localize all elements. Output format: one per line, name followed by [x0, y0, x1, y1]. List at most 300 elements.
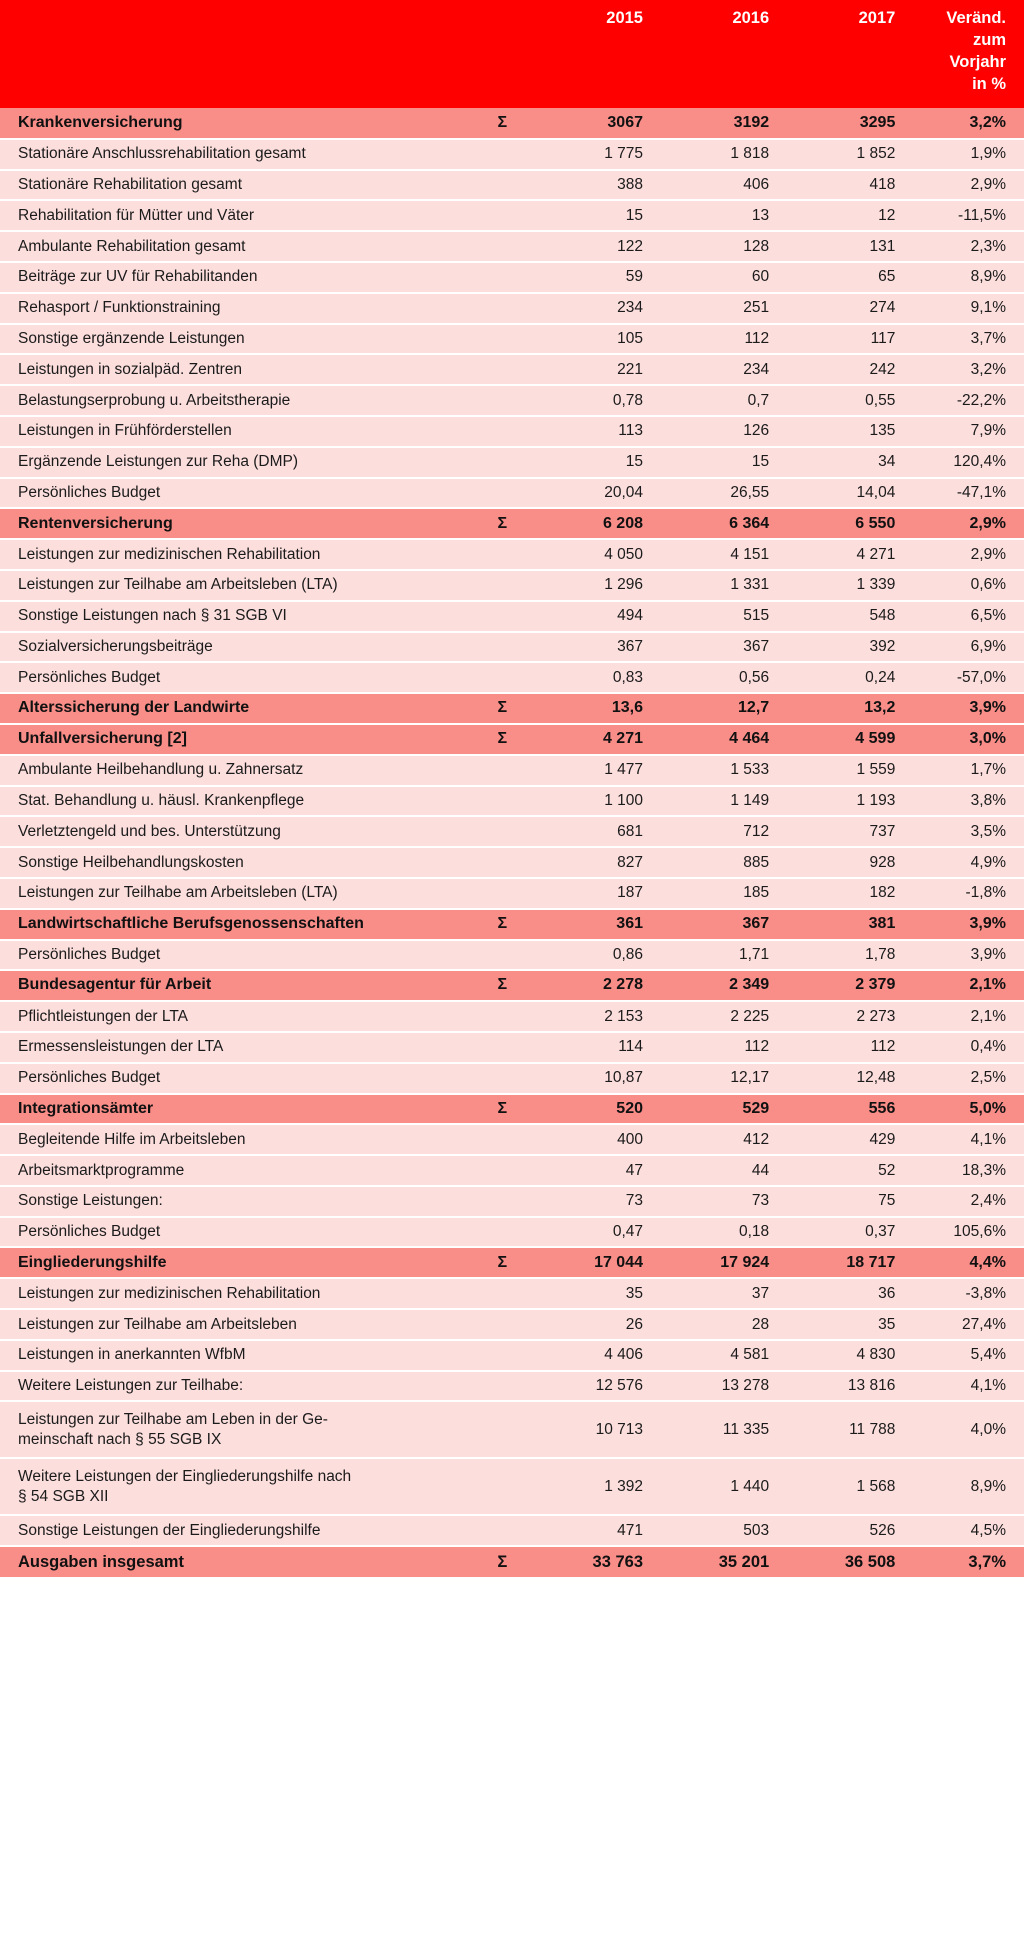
- row-sigma-empty: [478, 1278, 527, 1309]
- row-value-2015: 494: [527, 601, 643, 632]
- row-change-percent: 2,1%: [895, 1001, 1024, 1032]
- row-label: Stationäre Anschlussrehabilitation gesamt: [0, 139, 478, 170]
- row-label: Persönliches Budget: [0, 1063, 478, 1094]
- table-row: [0, 1186, 1024, 1217]
- table-row: [0, 570, 1024, 601]
- row-change-percent: 4,5%: [895, 1515, 1024, 1546]
- row-value-2015: 0,78: [527, 385, 643, 416]
- row-value-2015: 4 271: [527, 724, 643, 755]
- row-value-2017: 1 568: [769, 1458, 895, 1515]
- row-sigma-empty: [478, 324, 527, 355]
- row-value-2017: 548: [769, 601, 895, 632]
- row-label: Pflichtleistungen der LTA: [0, 1001, 478, 1032]
- row-value-2015: 47: [527, 1155, 643, 1186]
- row-change-percent: 3,9%: [895, 940, 1024, 971]
- row-value-2017: 526: [769, 1515, 895, 1546]
- header-label-column: [0, 0, 478, 108]
- row-label: Ambulante Heilbehandlung u. Zahnersatz: [0, 755, 478, 786]
- row-change-percent: 3,9%: [895, 693, 1024, 724]
- row-value-2016: 13 278: [643, 1371, 769, 1402]
- row-value-2016: 1 440: [643, 1458, 769, 1515]
- row-value-2017: 2 379: [769, 970, 895, 1001]
- row-value-2015: 3067: [527, 108, 643, 139]
- row-value-2015: 26: [527, 1309, 643, 1340]
- row-label: Rentenversicherung: [0, 508, 478, 539]
- row-label: Leistungen in anerkannten WfbM: [0, 1340, 478, 1371]
- row-value-2015: 6 208: [527, 508, 643, 539]
- row-value-2016: 13: [643, 200, 769, 231]
- row-value-2017: 1,78: [769, 940, 895, 971]
- row-value-2015: 1 477: [527, 755, 643, 786]
- row-label: Rehabilitation für Mütter und Väter: [0, 200, 478, 231]
- row-sigma-empty: [478, 139, 527, 170]
- row-value-2017: 0,37: [769, 1217, 895, 1248]
- row-value-2017: 6 550: [769, 508, 895, 539]
- row-sigma-empty: [478, 1217, 527, 1248]
- row-value-2017: 13 816: [769, 1371, 895, 1402]
- row-label: Bundesagentur für Arbeit: [0, 970, 478, 1001]
- row-value-2016: 234: [643, 354, 769, 385]
- row-change-percent: 9,1%: [895, 293, 1024, 324]
- row-change-percent: 8,9%: [895, 1458, 1024, 1515]
- row-change-percent: 18,3%: [895, 1155, 1024, 1186]
- table-row: [0, 478, 1024, 509]
- row-label: Leistungen zur Teilhabe am Leben in der Ge- meinschaft nach § 55 SGB IX: [0, 1401, 478, 1458]
- row-value-2015: 234: [527, 293, 643, 324]
- row-label: Persönliches Budget: [0, 478, 478, 509]
- row-value-2017: 418: [769, 170, 895, 201]
- row-value-2015: 113: [527, 416, 643, 447]
- row-value-2016: 112: [643, 324, 769, 355]
- row-change-percent: 2,1%: [895, 970, 1024, 1001]
- row-value-2015: 10 713: [527, 1401, 643, 1458]
- row-value-2017: 429: [769, 1124, 895, 1155]
- row-value-2016: 1 818: [643, 139, 769, 170]
- row-value-2017: 4 599: [769, 724, 895, 755]
- sum-sigma-icon: Σ: [478, 1094, 527, 1125]
- row-label: Leistungen zur medizinischen Rehabilitation: [0, 1278, 478, 1309]
- row-value-2016: 0,7: [643, 385, 769, 416]
- row-value-2017: 556: [769, 1094, 895, 1125]
- row-change-percent: 4,1%: [895, 1371, 1024, 1402]
- sum-sigma-icon: Σ: [478, 108, 527, 139]
- row-change-percent: 2,9%: [895, 539, 1024, 570]
- row-value-2017: 12,48: [769, 1063, 895, 1094]
- row-label: Leistungen zur Teilhabe am Arbeitsleben: [0, 1309, 478, 1340]
- row-label: Ermessensleistungen der LTA: [0, 1032, 478, 1063]
- row-label: Sonstige Heilbehandlungskosten: [0, 847, 478, 878]
- row-label: Verletztengeld und bes. Unterstützung: [0, 816, 478, 847]
- row-label: Ambulante Rehabilitation gesamt: [0, 231, 478, 262]
- header-change-line-1: Veränd.: [946, 9, 1006, 27]
- row-value-2017: 117: [769, 324, 895, 355]
- row-value-2015: 17 044: [527, 1247, 643, 1278]
- row-change-percent: 8,9%: [895, 262, 1024, 293]
- row-value-2016: 17 924: [643, 1247, 769, 1278]
- row-value-2015: 15: [527, 200, 643, 231]
- row-label: Sonstige Leistungen der Eingliederungshilfe: [0, 1515, 478, 1546]
- table-row-total: [0, 1546, 1024, 1577]
- row-sigma-empty: [478, 293, 527, 324]
- row-change-percent: 4,4%: [895, 1247, 1024, 1278]
- row-value-2017: 3295: [769, 108, 895, 139]
- row-label: Leistungen zur Teilhabe am Arbeitsleben (LTA): [0, 570, 478, 601]
- row-change-percent: 2,9%: [895, 508, 1024, 539]
- row-value-2016: 0,18: [643, 1217, 769, 1248]
- row-value-2017: 34: [769, 447, 895, 478]
- row-change-percent: -11,5%: [895, 200, 1024, 231]
- row-change-percent: 105,6%: [895, 1217, 1024, 1248]
- row-sigma-empty: [478, 632, 527, 663]
- sum-sigma-icon: Σ: [478, 724, 527, 755]
- row-value-2015: 15: [527, 447, 643, 478]
- row-sigma-empty: [478, 1124, 527, 1155]
- row-value-2016: 12,17: [643, 1063, 769, 1094]
- row-value-2017: 75: [769, 1186, 895, 1217]
- row-value-2017: 35: [769, 1309, 895, 1340]
- table-row-section: [0, 1247, 1024, 1278]
- table-header-row: [0, 0, 1024, 108]
- row-label: Eingliederungshilfe: [0, 1247, 478, 1278]
- row-value-2016: 112: [643, 1032, 769, 1063]
- row-value-2017: 928: [769, 847, 895, 878]
- row-value-2015: 35: [527, 1278, 643, 1309]
- row-change-percent: 2,4%: [895, 1186, 1024, 1217]
- table-row: [0, 1124, 1024, 1155]
- table-row: [0, 1155, 1024, 1186]
- row-sigma-empty: [478, 1340, 527, 1371]
- sum-sigma-icon: Σ: [478, 970, 527, 1001]
- row-change-percent: 2,3%: [895, 231, 1024, 262]
- row-value-2017: 242: [769, 354, 895, 385]
- row-value-2015: 4 406: [527, 1340, 643, 1371]
- row-sigma-empty: [478, 755, 527, 786]
- row-value-2017: 737: [769, 816, 895, 847]
- row-sigma-empty: [478, 1155, 527, 1186]
- row-label: Sonstige ergänzende Leistungen: [0, 324, 478, 355]
- row-value-2016: 126: [643, 416, 769, 447]
- row-value-2015: 681: [527, 816, 643, 847]
- row-value-2015: 114: [527, 1032, 643, 1063]
- row-value-2015: 187: [527, 878, 643, 909]
- row-value-2017: 18 717: [769, 1247, 895, 1278]
- row-value-2015: 1 775: [527, 139, 643, 170]
- sum-sigma-icon: Σ: [478, 1546, 527, 1577]
- row-value-2016: 412: [643, 1124, 769, 1155]
- row-value-2017: 135: [769, 416, 895, 447]
- table-row: [0, 385, 1024, 416]
- table-row: [0, 1371, 1024, 1402]
- row-value-2015: 400: [527, 1124, 643, 1155]
- row-label: Arbeitsmarktprogramme: [0, 1155, 478, 1186]
- table-row: [0, 447, 1024, 478]
- row-value-2015: 2 153: [527, 1001, 643, 1032]
- row-value-2016: 885: [643, 847, 769, 878]
- table-row-section: [0, 508, 1024, 539]
- row-value-2015: 73: [527, 1186, 643, 1217]
- table-row: [0, 847, 1024, 878]
- row-value-2016: 44: [643, 1155, 769, 1186]
- row-label: Leistungen zur medizinischen Rehabilitation: [0, 539, 478, 570]
- row-label: Leistungen in sozialpäd. Zentren: [0, 354, 478, 385]
- table-row-section: [0, 693, 1024, 724]
- row-value-2015: 0,83: [527, 662, 643, 693]
- table-row: [0, 632, 1024, 663]
- row-value-2016: 3192: [643, 108, 769, 139]
- row-value-2017: 0,24: [769, 662, 895, 693]
- row-label: Stat. Behandlung u. häusl. Krankenpflege: [0, 786, 478, 817]
- row-value-2016: 2 349: [643, 970, 769, 1001]
- row-value-2015: 12 576: [527, 1371, 643, 1402]
- header-year-2016: 2016: [643, 0, 769, 108]
- row-sigma-empty: [478, 786, 527, 817]
- row-label: Landwirtschaftliche Berufsgenossenschaften: [0, 909, 478, 940]
- row-label: Begleitende Hilfe im Arbeitsleben: [0, 1124, 478, 1155]
- row-change-percent: 3,2%: [895, 354, 1024, 385]
- row-value-2015: 0,86: [527, 940, 643, 971]
- row-value-2017: 36 508: [769, 1546, 895, 1577]
- table-row: [0, 231, 1024, 262]
- row-value-2015: 1 392: [527, 1458, 643, 1515]
- row-label: Ausgaben insgesamt: [0, 1546, 478, 1577]
- row-sigma-empty: [478, 601, 527, 632]
- row-value-2015: 471: [527, 1515, 643, 1546]
- row-value-2016: 406: [643, 170, 769, 201]
- table-row: [0, 1032, 1024, 1063]
- row-change-percent: 1,9%: [895, 139, 1024, 170]
- table-row: [0, 755, 1024, 786]
- row-value-2017: 12: [769, 200, 895, 231]
- row-change-percent: 4,9%: [895, 847, 1024, 878]
- row-sigma-empty: [478, 1063, 527, 1094]
- row-sigma-empty: [478, 1032, 527, 1063]
- row-change-percent: -22,2%: [895, 385, 1024, 416]
- row-value-2015: 13,6: [527, 693, 643, 724]
- row-value-2017: 1 852: [769, 139, 895, 170]
- row-value-2016: 4 581: [643, 1340, 769, 1371]
- row-label: Beiträge zur UV für Rehabilitanden: [0, 262, 478, 293]
- table-row-section: [0, 724, 1024, 755]
- row-label: Sonstige Leistungen:: [0, 1186, 478, 1217]
- row-sigma-empty: [478, 1001, 527, 1032]
- row-value-2016: 128: [643, 231, 769, 262]
- row-value-2016: 503: [643, 1515, 769, 1546]
- row-value-2017: 392: [769, 632, 895, 663]
- row-value-2015: 2 278: [527, 970, 643, 1001]
- row-value-2016: 6 364: [643, 508, 769, 539]
- row-value-2017: 1 193: [769, 786, 895, 817]
- row-value-2017: 131: [769, 231, 895, 262]
- row-label: Leistungen in Frühförderstellen: [0, 416, 478, 447]
- row-value-2015: 122: [527, 231, 643, 262]
- table-row: [0, 539, 1024, 570]
- row-value-2017: 52: [769, 1155, 895, 1186]
- row-label: Leistungen zur Teilhabe am Arbeitsleben (LTA): [0, 878, 478, 909]
- row-sigma-empty: [478, 231, 527, 262]
- header-change-line-3: Vorjahr: [949, 52, 1006, 71]
- row-change-percent: 0,6%: [895, 570, 1024, 601]
- row-value-2016: 2 225: [643, 1001, 769, 1032]
- row-value-2016: 367: [643, 909, 769, 940]
- row-label: Sonstige Leistungen nach § 31 SGB VI: [0, 601, 478, 632]
- row-value-2017: 36: [769, 1278, 895, 1309]
- row-sigma-empty: [478, 1371, 527, 1402]
- row-label: Krankenversicherung: [0, 108, 478, 139]
- row-sigma-empty: [478, 200, 527, 231]
- row-sigma-empty: [478, 847, 527, 878]
- row-change-percent: 4,1%: [895, 1124, 1024, 1155]
- row-value-2015: 361: [527, 909, 643, 940]
- row-sigma-empty: [478, 1309, 527, 1340]
- row-sigma-empty: [478, 940, 527, 971]
- row-change-percent: -57,0%: [895, 662, 1024, 693]
- row-value-2015: 827: [527, 847, 643, 878]
- table-row: [0, 1401, 1024, 1458]
- row-value-2017: 0,55: [769, 385, 895, 416]
- row-value-2015: 388: [527, 170, 643, 201]
- row-value-2016: 1 331: [643, 570, 769, 601]
- row-sigma-empty: [478, 1401, 527, 1458]
- row-change-percent: 27,4%: [895, 1309, 1024, 1340]
- row-value-2016: 35 201: [643, 1546, 769, 1577]
- row-label: Unfallversicherung [2]: [0, 724, 478, 755]
- row-sigma-empty: [478, 816, 527, 847]
- row-change-percent: 3,8%: [895, 786, 1024, 817]
- table-body: [0, 108, 1024, 1577]
- sum-sigma-icon: Σ: [478, 909, 527, 940]
- row-change-percent: 3,7%: [895, 324, 1024, 355]
- table-row: [0, 1515, 1024, 1546]
- header-change-line-4: in %: [972, 74, 1006, 93]
- header-change-line-2: zum: [973, 30, 1006, 49]
- row-sigma-empty: [478, 354, 527, 385]
- row-value-2016: 1 149: [643, 786, 769, 817]
- row-value-2015: 105: [527, 324, 643, 355]
- table-row: [0, 878, 1024, 909]
- table-row: [0, 200, 1024, 231]
- row-change-percent: 5,0%: [895, 1094, 1024, 1125]
- row-label: Belastungserprobung u. Arbeitstherapie: [0, 385, 478, 416]
- row-change-percent: 2,5%: [895, 1063, 1024, 1094]
- row-change-percent: 0,4%: [895, 1032, 1024, 1063]
- table-row-section: [0, 970, 1024, 1001]
- row-value-2016: 37: [643, 1278, 769, 1309]
- row-change-percent: 3,5%: [895, 816, 1024, 847]
- row-value-2016: 73: [643, 1186, 769, 1217]
- row-change-percent: 3,2%: [895, 108, 1024, 139]
- row-value-2017: 65: [769, 262, 895, 293]
- table-row: [0, 1458, 1024, 1515]
- row-label: Persönliches Budget: [0, 662, 478, 693]
- row-value-2017: 1 559: [769, 755, 895, 786]
- row-sigma-empty: [478, 570, 527, 601]
- row-value-2017: 13,2: [769, 693, 895, 724]
- row-change-percent: 4,0%: [895, 1401, 1024, 1458]
- table-row: [0, 416, 1024, 447]
- table-row: [0, 1217, 1024, 1248]
- row-value-2017: 1 339: [769, 570, 895, 601]
- row-value-2015: 20,04: [527, 478, 643, 509]
- row-value-2017: 112: [769, 1032, 895, 1063]
- row-change-percent: 1,7%: [895, 755, 1024, 786]
- row-change-percent: 120,4%: [895, 447, 1024, 478]
- row-value-2016: 185: [643, 878, 769, 909]
- table-row: [0, 662, 1024, 693]
- row-label: Ergänzende Leistungen zur Reha (DMP): [0, 447, 478, 478]
- row-value-2016: 4 464: [643, 724, 769, 755]
- row-value-2017: 182: [769, 878, 895, 909]
- table-row-section: [0, 909, 1024, 940]
- row-value-2017: 381: [769, 909, 895, 940]
- row-sigma-empty: [478, 170, 527, 201]
- row-value-2015: 1 100: [527, 786, 643, 817]
- row-label: Persönliches Budget: [0, 940, 478, 971]
- row-value-2015: 367: [527, 632, 643, 663]
- row-value-2016: 28: [643, 1309, 769, 1340]
- table-row: [0, 324, 1024, 355]
- row-value-2015: 59: [527, 262, 643, 293]
- row-sigma-empty: [478, 662, 527, 693]
- row-sigma-empty: [478, 416, 527, 447]
- row-label: Weitere Leistungen der Eingliederungshilfe nach § 54 SGB XII: [0, 1458, 478, 1515]
- table-row: [0, 1063, 1024, 1094]
- table-row: [0, 1309, 1024, 1340]
- header-change-column: [895, 0, 1024, 108]
- table-row: [0, 139, 1024, 170]
- sum-sigma-icon: Σ: [478, 693, 527, 724]
- row-value-2017: 14,04: [769, 478, 895, 509]
- row-value-2016: 0,56: [643, 662, 769, 693]
- table-row: [0, 262, 1024, 293]
- row-value-2016: 1,71: [643, 940, 769, 971]
- row-value-2016: 712: [643, 816, 769, 847]
- row-label: Alterssicherung der Landwirte: [0, 693, 478, 724]
- row-value-2017: 4 271: [769, 539, 895, 570]
- row-change-percent: 3,9%: [895, 909, 1024, 940]
- table-row-section: [0, 108, 1024, 139]
- row-sigma-empty: [478, 1186, 527, 1217]
- table-row: [0, 293, 1024, 324]
- table-row: [0, 354, 1024, 385]
- row-value-2016: 12,7: [643, 693, 769, 724]
- row-sigma-empty: [478, 1458, 527, 1515]
- row-value-2015: 221: [527, 354, 643, 385]
- row-label: Weitere Leistungen zur Teilhabe:: [0, 1371, 478, 1402]
- row-sigma-empty: [478, 262, 527, 293]
- row-value-2016: 515: [643, 601, 769, 632]
- row-change-percent: 5,4%: [895, 1340, 1024, 1371]
- row-value-2016: 4 151: [643, 539, 769, 570]
- header-sigma-column: [478, 0, 527, 108]
- table-row: [0, 940, 1024, 971]
- row-value-2016: 529: [643, 1094, 769, 1125]
- row-label: Sozialversicherungsbeiträge: [0, 632, 478, 663]
- row-value-2015: 520: [527, 1094, 643, 1125]
- row-label: Rehasport / Funktionstraining: [0, 293, 478, 324]
- row-value-2015: 0,47: [527, 1217, 643, 1248]
- table-row: [0, 1001, 1024, 1032]
- row-change-percent: -1,8%: [895, 878, 1024, 909]
- table-row: [0, 170, 1024, 201]
- table-row: [0, 816, 1024, 847]
- table-row: [0, 1340, 1024, 1371]
- row-value-2017: 2 273: [769, 1001, 895, 1032]
- row-change-percent: 2,9%: [895, 170, 1024, 201]
- row-sigma-empty: [478, 385, 527, 416]
- row-value-2015: 10,87: [527, 1063, 643, 1094]
- row-sigma-empty: [478, 447, 527, 478]
- table-row: [0, 1278, 1024, 1309]
